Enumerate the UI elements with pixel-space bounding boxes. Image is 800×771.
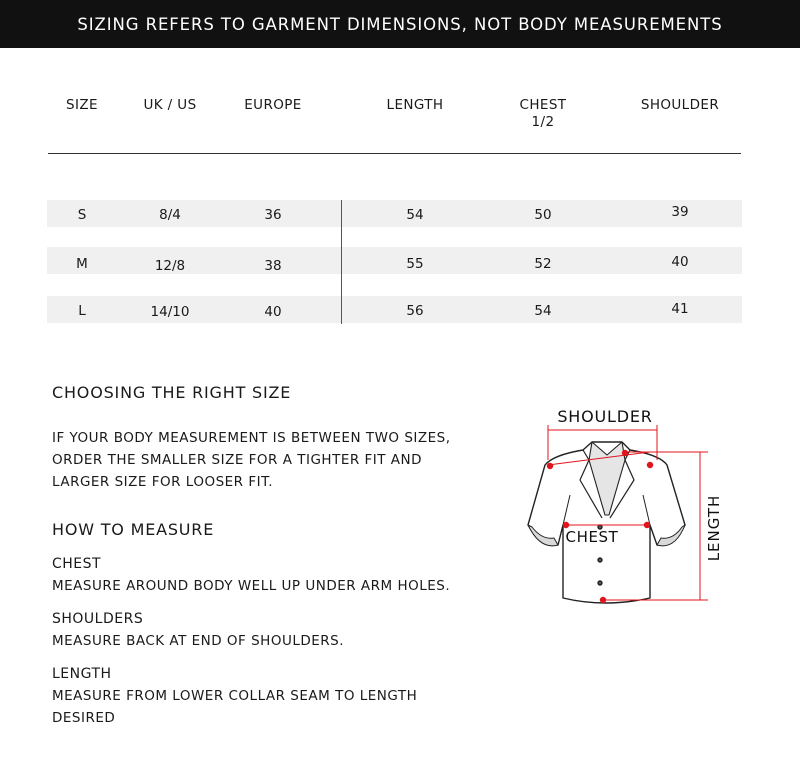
shirt-diagram [510, 400, 750, 620]
cell-europe: 36 [264, 207, 282, 223]
cell-uk-us: 14/10 [150, 304, 190, 320]
length-text: MEASURE FROM LOWER COLLAR SEAM TO LENGTH [52, 688, 418, 704]
banner: SIZING REFERS TO GARMENT DIMENSIONS, NOT BODY MEASUREMENTS [0, 0, 800, 48]
header-chest-sub: 1/2 [531, 114, 555, 130]
cell-uk-us: 12/8 [154, 258, 186, 274]
shoulder-label: SHOULDER [557, 407, 653, 426]
choosing-line: LARGER SIZE FOR LOOSER FIT. [52, 474, 274, 490]
header-divider [48, 153, 741, 154]
cell-europe: 40 [264, 304, 282, 320]
header-length: LENGTH [386, 97, 444, 113]
header-shoulder: SHOULDER [640, 97, 720, 113]
header-size: SIZE [66, 97, 98, 113]
cell-size: S [77, 207, 87, 223]
cell-shoulder: 41 [671, 301, 689, 317]
choosing-title: CHOOSING THE RIGHT SIZE [52, 383, 292, 402]
cell-chest: 50 [534, 207, 552, 223]
length-label: LENGTH [705, 494, 723, 562]
cell-length: 55 [406, 256, 424, 272]
chest-text: MEASURE AROUND BODY WELL UP UNDER ARM HOLES. [52, 578, 451, 594]
cell-size: M [76, 256, 88, 272]
cell-chest: 54 [534, 303, 552, 319]
header-chest-label: CHEST [519, 97, 567, 113]
shoulders-title: SHOULDERS [52, 611, 144, 627]
choosing-line: IF YOUR BODY MEASUREMENT IS BETWEEN TWO SIZES, [52, 430, 451, 446]
header-europe: EUROPE [244, 97, 302, 113]
header-chest [505, 97, 581, 131]
measure-title: HOW TO MEASURE [52, 520, 215, 539]
chest-label: CHEST [565, 528, 619, 546]
cell-europe: 38 [264, 258, 282, 274]
cell-shoulder: 39 [671, 204, 689, 220]
column-divider [341, 200, 342, 324]
choosing-line: ORDER THE SMALLER SIZE FOR A TIGHTER FIT AND [52, 452, 423, 468]
header-uk-us: UK / US [143, 97, 197, 113]
cell-length: 54 [406, 207, 424, 223]
length-text: DESIRED [52, 710, 116, 726]
length-title: LENGTH [52, 666, 112, 682]
cell-uk-us: 8/4 [159, 207, 181, 223]
cell-size: L [78, 303, 86, 319]
shoulders-text: MEASURE BACK AT END OF SHOULDERS. [52, 633, 345, 649]
cell-shoulder: 40 [671, 254, 689, 270]
cell-chest: 52 [534, 256, 552, 272]
chest-title: CHEST [52, 556, 102, 572]
cell-length: 56 [406, 303, 424, 319]
